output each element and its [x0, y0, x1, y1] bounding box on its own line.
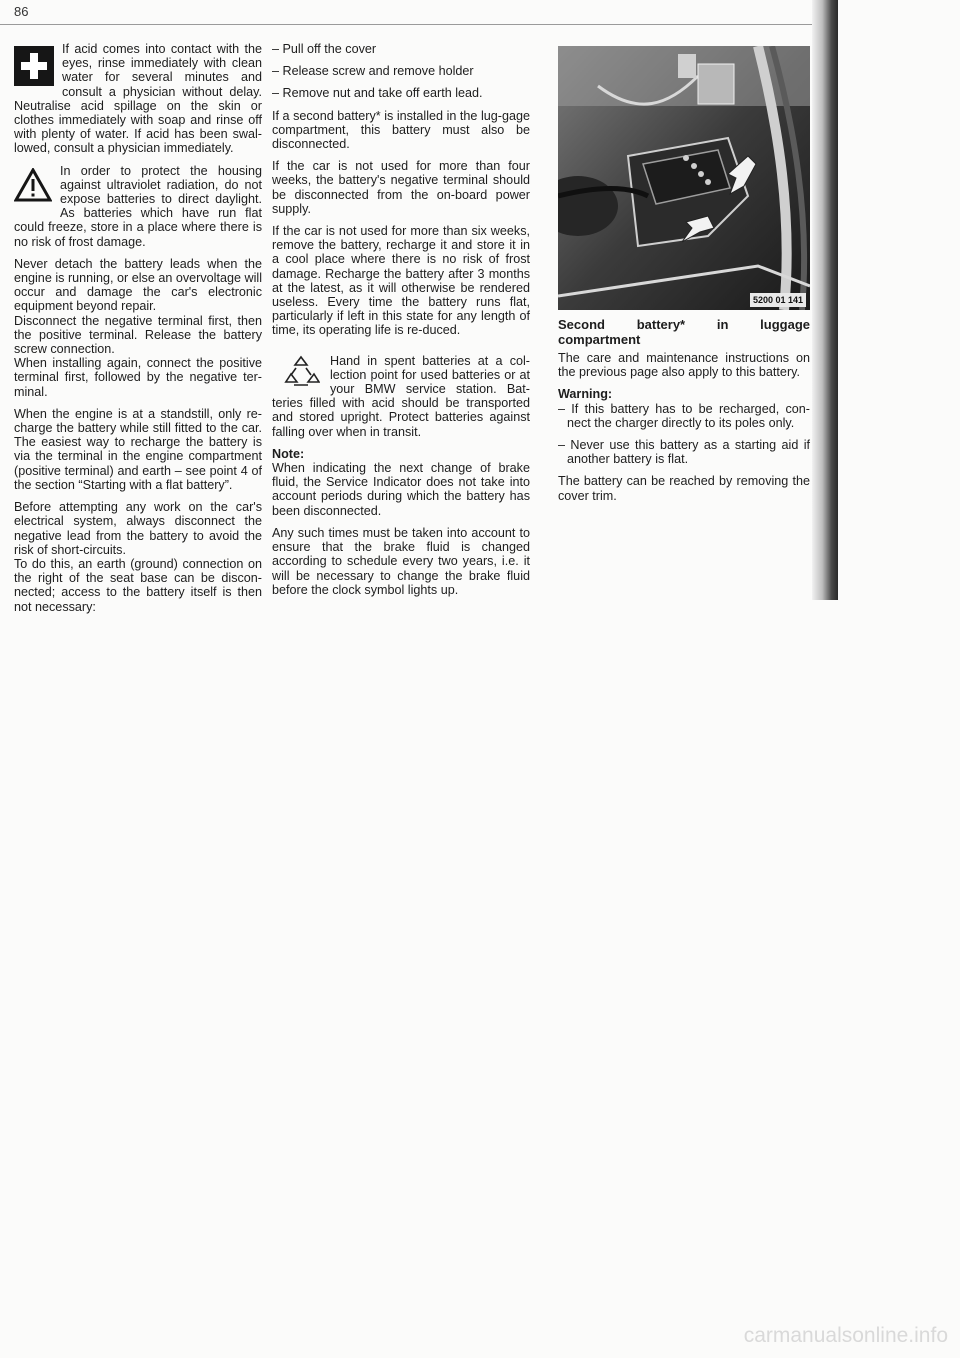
column-middle [272, 42, 530, 605]
first-aid-icon [14, 46, 54, 86]
four-weeks-paragraph: If the car is not used for more than four weeks, the battery's negative terminal should be disconnected from the on-board power supply. [272, 159, 530, 216]
photo-reference-code: 5200 01 141 [750, 293, 806, 307]
detach-leads-paragraph: Never detach the battery leads when the engine is running, or else an overvoltage will occur and damage the car's electronic equipment beyond repair. [14, 256, 262, 314]
section-heading: Second battery* in luggage compartment [558, 317, 810, 347]
warning-triangle-icon [14, 168, 52, 205]
disconnect-order-paragraph: Disconnect the negative terminal first, then the positive terminal. Release the battery screw connection. [14, 313, 262, 357]
luggage-compartment-image [558, 46, 810, 310]
six-weeks-paragraph: If the car is not used for more than six weeks, remove the battery, recharge it and store it in a cool place where there is no risk of frost damage. Recharge the battery after 3 months at the latest, as it will otherwise be rendered useless. Every time the battery runs flat, particularly if left in this state for any length of time, its operating life is re-duced. [272, 224, 530, 338]
warning-label: Warning: [558, 387, 613, 402]
note-block [272, 447, 530, 518]
cover-trim-paragraph: The battery can be reached by removing the cover trim. [558, 474, 810, 503]
recharge-paragraph: When the engine is at a standstill, only re-charge the battery while still fitted to the car. The easiest way to recharge the battery is via the terminal in the engine compartment (positive terminal) and earth – see point 4 of the section “Starting with a flat battery”. [14, 406, 262, 492]
header-rule [0, 24, 820, 25]
warning-block [558, 387, 810, 466]
uv-caution-paragraph: In order to protect the housing against ultraviolet radiation, do not expose batteries to direct daylight. As batteries which have run flat could freeze, store in a place where there is no risk of frost damage. [14, 163, 262, 249]
page-margin [838, 0, 960, 600]
column-left [14, 42, 262, 622]
footer-watermark: carmanualsonline.info [743, 1324, 948, 1347]
list-item: – If this battery has to be recharged, con-nect the charger directly to its poles only. [558, 401, 810, 430]
earth-connection-paragraph: To do this, an earth (ground) connection on the right of the seat base can be discon-nected; access to the battery itself is then not necessary: [14, 556, 262, 614]
electrical-work-paragraph: Before attempting any work on the car's electrical system, always disconnect the negative lead from the battery to avoid the risk of short-circuits. [14, 500, 262, 557]
page-number: 86 [14, 4, 29, 19]
acid-warning-paragraph: If acid comes into contact with the eyes, rinse immediately with clean water for several minutes and consult a physician without delay. Neutralise acid spillage on the skin or clothes immediately with soap and rinse off with plenty of water. If acid has been swal-lowed, consult a physician immediately. [14, 42, 262, 156]
install-order-paragraph: When installing again, connect the positive terminal first, followed by the negative ter-minal. [14, 356, 262, 399]
column-right [558, 40, 810, 511]
removal-steps-list [272, 42, 530, 101]
recycling-paragraph: Hand in spent batteries at a col-lection point for used batteries or at your BMW service station. Bat-teries filled with acid should be transported and stored upright. Protect batteries against falling over when in transit. [272, 353, 530, 439]
battery-photo [558, 46, 810, 310]
second-battery-paragraph: If a second battery* is installed in the lug-gage compartment, this battery must also be disconnected. [272, 108, 530, 152]
note-label: Note: [272, 446, 305, 461]
list-item: – Release screw and remove holder [272, 64, 474, 79]
list-item: – Pull off the cover [272, 42, 377, 56]
brake-fluid-paragraph: Any such times must be taken into account to ensure that the brake fluid is changed according to schedule every two years, i.e. it will be necessary to change the brake fluid before the clock symbol lights up. [272, 525, 530, 597]
note-text: When indicating the next change of brake fluid, the Service Indicator does not take into account periods during which the battery has been disconnected. [272, 461, 530, 518]
list-item: – Remove nut and take off earth lead. [272, 86, 483, 101]
care-paragraph: The care and maintenance instructions on the previous page also apply to this battery. [558, 351, 810, 380]
list-item: – Never use this battery as a starting aid if another battery is flat. [558, 438, 810, 467]
page-binding-shadow [812, 0, 838, 600]
recycle-icon [282, 354, 320, 391]
